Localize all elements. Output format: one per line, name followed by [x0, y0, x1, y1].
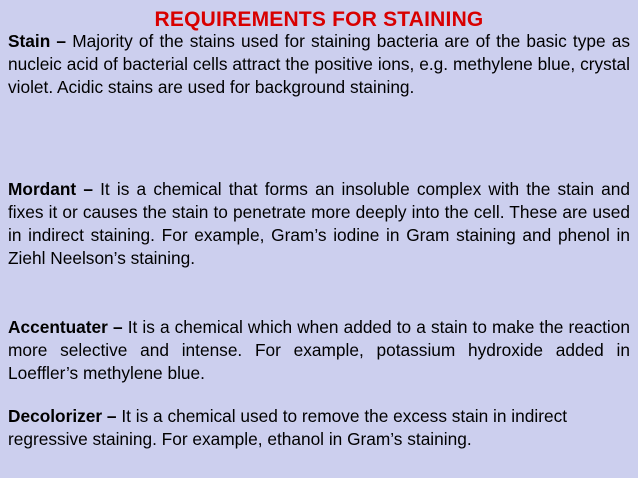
- slide-title: REQUIREMENTS FOR STAINING: [154, 8, 484, 31]
- accentuater-description: It is a chemical which when added to a stain to make the reaction more selective and intense. For example, potassium hydroxide added in Loeffler’s methylene blue.: [8, 317, 630, 383]
- decolorizer-paragraph: [8, 405, 630, 451]
- decolorizer-term: Decolorizer –: [8, 406, 122, 426]
- accentuater-paragraph: [8, 316, 630, 385]
- accentuater-term: Accentuater –: [8, 317, 128, 337]
- mordant-paragraph: [8, 178, 630, 270]
- mordant-description: It is a chemical that forms an insoluble complex with the stain and fixes it or causes the stain to penetrate more deeply into the cell. These are used in indirect staining. For example, Gram’s iodine in Gram staining and phenol in Ziehl Neelson’s staining.: [8, 179, 630, 268]
- decolorizer-description: It is a chemical used to remove the excess stain in indirect regressive staining. For example, ethanol in Gram’s staining.: [8, 406, 568, 449]
- stain-paragraph: [8, 30, 630, 99]
- mordant-term: Mordant –: [8, 179, 101, 199]
- stain-term: Stain –: [8, 31, 73, 51]
- stain-description: Majority of the stains used for staining bacteria are of the basic type as nucleic acid of bacterial cells attract the positive ions, e.g. methylene blue, crystal violet. Acidic stains are used for background staining.: [8, 31, 630, 97]
- title-container: [0, 0, 638, 33]
